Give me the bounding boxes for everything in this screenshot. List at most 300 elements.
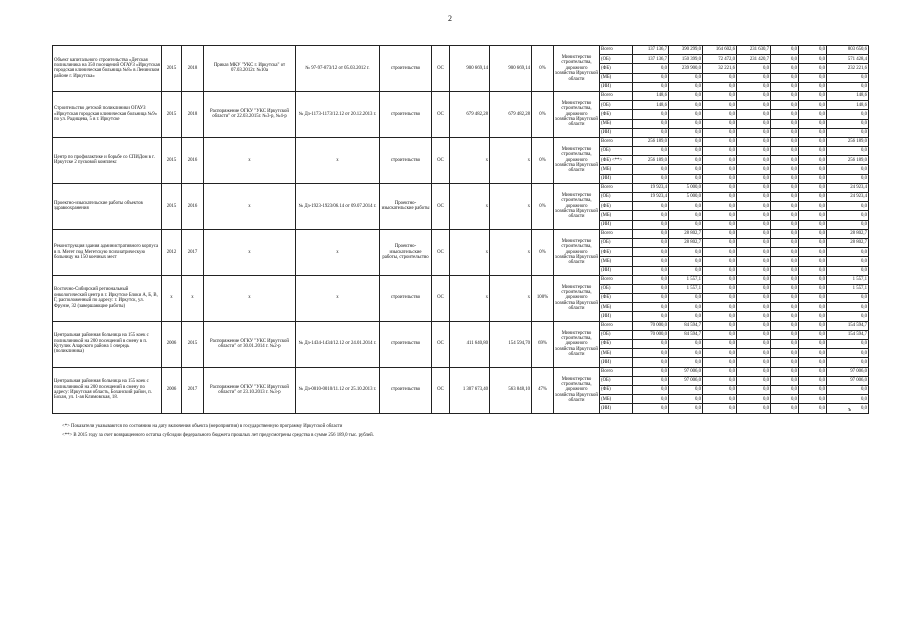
funding-value: 0,0 bbox=[703, 385, 737, 394]
ownership-form: ОС bbox=[432, 229, 450, 275]
estimated-cost: 679 482,28 bbox=[450, 91, 490, 137]
funding-value: 0,0 bbox=[669, 82, 703, 91]
funding-value: 0,0 bbox=[737, 229, 771, 238]
funding-value: 390 299,0 bbox=[669, 46, 703, 55]
funding-value: 0,0 bbox=[827, 358, 869, 367]
funding-value: 1 557,1 bbox=[827, 275, 869, 284]
funding-source: (МБ) bbox=[600, 165, 633, 174]
funding-value: 0,0 bbox=[799, 46, 827, 55]
funding-value: 0,0 bbox=[669, 294, 703, 303]
responsible-executor: Министерство строительства, дорожного хозяйства Иркутской области bbox=[554, 183, 600, 229]
funding-value: 1 557,1 bbox=[827, 284, 869, 293]
responsible-executor: Министерство строительства, дорожного хозяйства Иркутской области bbox=[554, 137, 600, 183]
object-name: Центральная районная больница на 155 коек с поликлиникой на 200 посещений в смену в п. Кутулик Аларского района 1 очередь (поликлиника) bbox=[53, 321, 162, 367]
funding-value: 0,0 bbox=[771, 321, 799, 330]
funding-value: 0,0 bbox=[827, 73, 869, 82]
funding-value: 0,0 bbox=[703, 303, 737, 312]
start-year: 2015 bbox=[162, 46, 182, 92]
funding-value: 0,0 bbox=[771, 110, 799, 119]
funding-value: 0,0 bbox=[737, 349, 771, 358]
funding-value: 0,0 bbox=[633, 202, 669, 211]
funding-source: (ФБ) bbox=[600, 294, 633, 303]
funding-value: 803 650,6 bbox=[827, 46, 869, 55]
work-type: строительство bbox=[380, 321, 432, 367]
start-year: x bbox=[162, 275, 182, 321]
funding-value: 0,0 bbox=[799, 211, 827, 220]
funding-value: 0,0 bbox=[633, 404, 669, 413]
funding-value: 0,0 bbox=[703, 340, 737, 349]
footnote-2: <**> В 2015 году за счет возвращенного остатка субсидии федерального бюджета прошлых лет предусмотрены средства в сумме 256 189,0 тыс. рублей. bbox=[62, 432, 374, 438]
funding-value: 0,0 bbox=[799, 128, 827, 137]
funding-value: 0,0 bbox=[771, 367, 799, 376]
responsible-executor: Министерство строительства, дорожного хозяйства Иркутской области bbox=[554, 46, 600, 92]
end-year: x bbox=[182, 275, 204, 321]
funding-value: 0,0 bbox=[703, 229, 737, 238]
end-year: 2017 bbox=[182, 229, 204, 275]
start-year: 2006 bbox=[162, 321, 182, 367]
funding-value: 0,0 bbox=[799, 385, 827, 394]
funding-value: 0,0 bbox=[737, 174, 771, 183]
funding-value: 28 802,7 bbox=[669, 229, 703, 238]
design-document: x bbox=[204, 229, 296, 275]
funding-value: 0,0 bbox=[633, 303, 669, 312]
funding-value: 0,0 bbox=[799, 330, 827, 339]
table-row bbox=[53, 137, 869, 146]
funding-value: 0,0 bbox=[827, 404, 869, 413]
table-row bbox=[53, 91, 869, 100]
funding-value: 0,0 bbox=[827, 174, 869, 183]
funding-value: 0,0 bbox=[799, 183, 827, 192]
funding-value: 0,0 bbox=[737, 367, 771, 376]
funding-value: 0,0 bbox=[737, 202, 771, 211]
funding-value: 154 594,7 bbox=[827, 330, 869, 339]
funding-value: 0,0 bbox=[669, 174, 703, 183]
funding-value: 0,0 bbox=[633, 211, 669, 220]
expertise-conclusion: № 97-97-873/12 от 05.03.2012 г. bbox=[296, 46, 380, 92]
table-row bbox=[53, 183, 869, 192]
funding-value: 0,0 bbox=[771, 395, 799, 404]
funding-value: 0,0 bbox=[703, 312, 737, 321]
funding-value: 0,0 bbox=[799, 367, 827, 376]
funding-value: 0,0 bbox=[703, 101, 737, 110]
funding-value: 0,0 bbox=[799, 404, 827, 413]
funding-source: Всего bbox=[600, 46, 633, 55]
funding-source: Всего bbox=[600, 321, 633, 330]
funding-value: 0,0 bbox=[737, 137, 771, 146]
funding-value: 0,0 bbox=[703, 137, 737, 146]
funding-value: 0,0 bbox=[669, 312, 703, 321]
funding-value: 0,0 bbox=[703, 183, 737, 192]
funding-value: 0,0 bbox=[737, 321, 771, 330]
funding-value: 0,0 bbox=[799, 238, 827, 247]
funding-source: (ФБ) bbox=[600, 340, 633, 349]
funding-value: 0,0 bbox=[669, 395, 703, 404]
funding-value: 0,0 bbox=[703, 91, 737, 100]
funding-value: 256 189,0 bbox=[827, 137, 869, 146]
funding-value: 0,0 bbox=[799, 64, 827, 73]
funding-value: 0,0 bbox=[827, 110, 869, 119]
funding-value: 0,0 bbox=[703, 202, 737, 211]
funding-value: 0,0 bbox=[669, 147, 703, 156]
start-year: 2012 bbox=[162, 229, 182, 275]
design-document: Распоряжение ОГКУ "УКС Иркутской области" от 22.03.2015г. №3-р, №4-р bbox=[204, 91, 296, 137]
funding-source: (ИИ) bbox=[600, 358, 633, 367]
estimated-cost: x bbox=[450, 275, 490, 321]
funding-value: 0,0 bbox=[799, 174, 827, 183]
ownership-form: ОС bbox=[432, 137, 450, 183]
funding-value: 0,0 bbox=[827, 395, 869, 404]
funding-value: 0,0 bbox=[703, 376, 737, 385]
funding-value: 0,0 bbox=[703, 275, 737, 284]
funding-value: 0,0 bbox=[799, 82, 827, 91]
funding-value: 0,0 bbox=[737, 119, 771, 128]
funding-value: 0,0 bbox=[771, 202, 799, 211]
funding-value: 1 557,1 bbox=[669, 284, 703, 293]
funding-value: 0,0 bbox=[799, 349, 827, 358]
funding-value: 0,0 bbox=[703, 220, 737, 229]
funding-value: 70 000,0 bbox=[633, 321, 669, 330]
funding-value: 0,0 bbox=[669, 340, 703, 349]
funding-value: 0,0 bbox=[799, 193, 827, 202]
funding-source: (ОБ) bbox=[600, 55, 633, 64]
funding-value: 0,0 bbox=[669, 358, 703, 367]
funding-value: 0,0 bbox=[771, 376, 799, 385]
work-type: строительство bbox=[380, 46, 432, 92]
table-row bbox=[53, 46, 869, 55]
object-name: Строительство детской поликлиники ОГАУЗ «Иркутская городская клиническая больница №9» по ул. Радищева, 5 в г. Иркутске bbox=[53, 91, 162, 137]
funding-value: 97 006,0 bbox=[827, 376, 869, 385]
work-type: строительство bbox=[380, 367, 432, 413]
funding-source: Всего bbox=[600, 91, 633, 100]
funding-value: 28 802,7 bbox=[669, 238, 703, 247]
work-type: Проектно-изыскательские работы bbox=[380, 183, 432, 229]
funding-value: 232 221,6 bbox=[827, 64, 869, 73]
funding-value: 164 602,6 bbox=[703, 46, 737, 55]
funding-value: 0,0 bbox=[827, 165, 869, 174]
table-row bbox=[53, 229, 869, 238]
work-type: строительство bbox=[380, 91, 432, 137]
funding-value: 19 923,4 bbox=[633, 193, 669, 202]
funding-value: 0,0 bbox=[827, 211, 869, 220]
end-year: 2016 bbox=[182, 183, 204, 229]
funding-value: 0,0 bbox=[737, 156, 771, 165]
funding-value: 0,0 bbox=[737, 404, 771, 413]
table-row bbox=[53, 321, 869, 330]
funding-value: 0,0 bbox=[799, 147, 827, 156]
start-year: 2015 bbox=[162, 91, 182, 137]
readiness-percent: 0% bbox=[532, 183, 554, 229]
funding-value: 0,0 bbox=[703, 73, 737, 82]
ownership-form: ОС bbox=[432, 275, 450, 321]
funding-value: 231 420,7 bbox=[737, 55, 771, 64]
responsible-executor: Министерство строительства, дорожного хозяйства Иркутской области bbox=[554, 275, 600, 321]
estimated-cost: x bbox=[450, 137, 490, 183]
funding-source: (ФБ) bbox=[600, 64, 633, 73]
end-year: 2015 bbox=[182, 321, 204, 367]
funding-value: 0,0 bbox=[669, 128, 703, 137]
funding-source: Всего bbox=[600, 137, 633, 146]
funding-value: 0,0 bbox=[633, 147, 669, 156]
funding-value: 0,0 bbox=[827, 257, 869, 266]
object-name: Восточно-Сибирский региональный онкологический центр в г. Иркутске Блоки А, Б, В, Г, расположенный по адресу: г. Иркутск, ул. Фрунзе, 32 (завершающие работы) bbox=[53, 275, 162, 321]
funding-value: 0,0 bbox=[633, 376, 669, 385]
design-document: Распоряжение ОГКУ "УКС Иркутской области" от 30.01.2014 г. №2-р bbox=[204, 321, 296, 367]
funding-source: Всего bbox=[600, 183, 633, 192]
funding-value: 0,0 bbox=[669, 91, 703, 100]
funding-value: 0,0 bbox=[771, 46, 799, 55]
expertise-conclusion: x bbox=[296, 137, 380, 183]
funding-value: 0,0 bbox=[703, 321, 737, 330]
funding-value: 0,0 bbox=[633, 128, 669, 137]
funding-value: 0,0 bbox=[737, 284, 771, 293]
funding-value: 0,0 bbox=[737, 266, 771, 275]
funding-source: (ОБ) bbox=[600, 376, 633, 385]
funding-value: 0,0 bbox=[737, 110, 771, 119]
design-document: x bbox=[204, 137, 296, 183]
funding-value: 0,0 bbox=[737, 183, 771, 192]
funding-value: 0,0 bbox=[771, 55, 799, 64]
end-year: 2017 bbox=[182, 367, 204, 413]
funding-value: 0,0 bbox=[737, 101, 771, 110]
funding-value: 0,0 bbox=[737, 238, 771, 247]
funding-value: 0,0 bbox=[737, 275, 771, 284]
responsible-executor: Министерство строительства, дорожного хозяйства Иркутской области bbox=[554, 91, 600, 137]
funding-value: 0,0 bbox=[771, 358, 799, 367]
funding-value: 256 189,0 bbox=[633, 156, 669, 165]
design-document: x bbox=[204, 183, 296, 229]
funding-value: 0,0 bbox=[771, 147, 799, 156]
funding-value: 0,0 bbox=[633, 284, 669, 293]
funding-value: 0,0 bbox=[737, 385, 771, 394]
ownership-form: ОС bbox=[432, 183, 450, 229]
funding-value: 0,0 bbox=[799, 358, 827, 367]
funding-value: 97 006,0 bbox=[669, 367, 703, 376]
funding-value: 0,0 bbox=[669, 349, 703, 358]
remaining-cost: x bbox=[490, 137, 532, 183]
funding-value: 0,0 bbox=[771, 385, 799, 394]
funding-value: 0,0 bbox=[827, 303, 869, 312]
funding-value: 32 221,6 bbox=[703, 64, 737, 73]
remaining-cost: 154 594,70 bbox=[490, 321, 532, 367]
work-type: Проектно-изыскательские работы, строительство bbox=[380, 229, 432, 275]
funding-value: 150 399,0 bbox=[669, 55, 703, 64]
work-type: строительство bbox=[380, 137, 432, 183]
funding-source: (МБ) bbox=[600, 303, 633, 312]
funding-value: 0,0 bbox=[669, 257, 703, 266]
funding-value: 0,0 bbox=[703, 248, 737, 257]
funding-source: (ОБ) bbox=[600, 147, 633, 156]
funding-value: 0,0 bbox=[799, 119, 827, 128]
funding-source: (ФБ) bbox=[600, 110, 633, 119]
estimated-cost: x bbox=[450, 229, 490, 275]
funding-value: 256 189,0 bbox=[633, 137, 669, 146]
funding-value: 0,0 bbox=[737, 64, 771, 73]
readiness-percent: 0% bbox=[532, 137, 554, 183]
funding-source: (ИИ) bbox=[600, 266, 633, 275]
funding-value: 0,0 bbox=[771, 248, 799, 257]
funding-value: 0,0 bbox=[703, 238, 737, 247]
funding-source: (ФБ) bbox=[600, 248, 633, 257]
funding-value: 5 000,0 bbox=[669, 183, 703, 192]
funding-value: 0,0 bbox=[703, 165, 737, 174]
funding-value: 0,0 bbox=[827, 248, 869, 257]
funding-value: 0,0 bbox=[827, 312, 869, 321]
margin-mark: ъ bbox=[848, 407, 852, 413]
funding-value: 0,0 bbox=[737, 248, 771, 257]
funding-source: (ФБ) bbox=[600, 202, 633, 211]
funding-value: 0,0 bbox=[669, 101, 703, 110]
funding-value: 0,0 bbox=[703, 82, 737, 91]
funding-value: 0,0 bbox=[703, 404, 737, 413]
funding-value: 19 923,4 bbox=[633, 183, 669, 192]
funding-value: 0,0 bbox=[771, 349, 799, 358]
funding-source: (МБ) bbox=[600, 211, 633, 220]
funding-value: 0,0 bbox=[703, 257, 737, 266]
funding-value: 0,0 bbox=[669, 156, 703, 165]
funding-value: 0,0 bbox=[633, 340, 669, 349]
funding-value: 0,0 bbox=[737, 220, 771, 229]
estimated-cost: x bbox=[450, 183, 490, 229]
funding-value: 0,0 bbox=[669, 137, 703, 146]
funding-value: 0,0 bbox=[799, 312, 827, 321]
funding-value: 0,0 bbox=[669, 248, 703, 257]
funding-value: 0,0 bbox=[827, 385, 869, 394]
remaining-cost: 900 669,14 bbox=[490, 46, 532, 92]
funding-value: 0,0 bbox=[633, 395, 669, 404]
funding-value: 0,0 bbox=[669, 211, 703, 220]
funding-source: (МБ) bbox=[600, 119, 633, 128]
funding-value: 0,0 bbox=[633, 165, 669, 174]
funding-value: 0,0 bbox=[669, 385, 703, 394]
work-type: строительство bbox=[380, 275, 432, 321]
funding-value: 0,0 bbox=[771, 156, 799, 165]
funding-value: 0,0 bbox=[799, 275, 827, 284]
funding-value: 0,0 bbox=[737, 395, 771, 404]
object-name: Реконструкция здания административного корпуса в п. Мегет под Мегетскую психиатрическую больницу на 150 коечных мест bbox=[53, 229, 162, 275]
funding-value: 0,0 bbox=[771, 220, 799, 229]
funding-value: 0,0 bbox=[799, 303, 827, 312]
funding-value: 148,6 bbox=[827, 91, 869, 100]
funding-value: 0,0 bbox=[827, 294, 869, 303]
capital-construction-table bbox=[52, 45, 869, 414]
funding-value: 148,6 bbox=[827, 101, 869, 110]
object-name: Центр по профилактике и борьбе со СПИДом в г. Иркутске 2 пусковой комплекс bbox=[53, 137, 162, 183]
expertise-conclusion: x bbox=[296, 275, 380, 321]
funding-value: 0,0 bbox=[799, 73, 827, 82]
start-year: 2006 bbox=[162, 367, 182, 413]
funding-value: 0,0 bbox=[771, 340, 799, 349]
funding-value: 0,0 bbox=[771, 303, 799, 312]
funding-value: 0,0 bbox=[737, 73, 771, 82]
funding-value: 0,0 bbox=[703, 367, 737, 376]
funding-value: 0,0 bbox=[703, 119, 737, 128]
funding-value: 0,0 bbox=[827, 82, 869, 91]
funding-value: 0,0 bbox=[771, 101, 799, 110]
funding-value: 0,0 bbox=[633, 64, 669, 73]
remaining-cost: x bbox=[490, 229, 532, 275]
funding-value: 0,0 bbox=[737, 147, 771, 156]
funding-source: (ОБ) bbox=[600, 284, 633, 293]
funding-value: 0,0 bbox=[771, 229, 799, 238]
funding-value: 0,0 bbox=[737, 91, 771, 100]
funding-value: 0,0 bbox=[799, 101, 827, 110]
funding-value: 0,0 bbox=[703, 110, 737, 119]
funding-value: 0,0 bbox=[633, 119, 669, 128]
funding-value: 0,0 bbox=[633, 312, 669, 321]
funding-value: 0,0 bbox=[633, 294, 669, 303]
expertise-conclusion: № Дз-0010-0010/11.12 от 25.10.2013 г. bbox=[296, 367, 380, 413]
footnote-1: <*> Показатели указываются по состоянию на дату включения объекта (мероприятия) в государственную программу Иркутской области bbox=[62, 424, 343, 429]
funding-value: 0,0 bbox=[737, 340, 771, 349]
remaining-cost: 679 482,28 bbox=[490, 91, 532, 137]
funding-value: 0,0 bbox=[827, 147, 869, 156]
object-name: Проектно-изыскательские работы объектов здравоохранения bbox=[53, 183, 162, 229]
funding-value: 0,0 bbox=[703, 395, 737, 404]
start-year: 2015 bbox=[162, 137, 182, 183]
funding-value: 0,0 bbox=[703, 294, 737, 303]
funding-value: 0,0 bbox=[737, 211, 771, 220]
funding-value: 0,0 bbox=[771, 238, 799, 247]
funding-value: 0,0 bbox=[771, 266, 799, 275]
funding-value: 0,0 bbox=[799, 156, 827, 165]
funding-value: 0,0 bbox=[771, 404, 799, 413]
funding-source: (МБ) bbox=[600, 395, 633, 404]
funding-source: (ОБ) bbox=[600, 101, 633, 110]
remaining-cost: 563 848,10 bbox=[490, 367, 532, 413]
funding-value: 84 594,7 bbox=[669, 321, 703, 330]
funding-source: (ИИ) bbox=[600, 404, 633, 413]
funding-value: 0,0 bbox=[827, 266, 869, 275]
design-document: Распоряжение ОГКУ "УКС Иркутской области" от 23.10.2013 г. №3-р bbox=[204, 367, 296, 413]
funding-value: 154 594,7 bbox=[827, 321, 869, 330]
funding-value: 0,0 bbox=[799, 248, 827, 257]
funding-value: 0,0 bbox=[737, 165, 771, 174]
funding-value: 0,0 bbox=[703, 211, 737, 220]
ownership-form: ОС bbox=[432, 367, 450, 413]
funding-value: 0,0 bbox=[737, 358, 771, 367]
object-name: Центральная районная больница на 155 коек с поликлиникой на 200 посещений в смену по адресу: Иркутская область, Боханский район, п. Бохан, ул. 1-ая Климовская, 18. bbox=[53, 367, 162, 413]
funding-source: (ИИ) bbox=[600, 128, 633, 137]
remaining-cost: x bbox=[490, 275, 532, 321]
funding-value: 0,0 bbox=[827, 119, 869, 128]
funding-source: (ОБ) bbox=[600, 193, 633, 202]
funding-value: 0,0 bbox=[771, 193, 799, 202]
ownership-form: ОС bbox=[432, 91, 450, 137]
expertise-conclusion: x bbox=[296, 229, 380, 275]
funding-source: (ИИ) bbox=[600, 220, 633, 229]
funding-value: 0,0 bbox=[633, 385, 669, 394]
table-body bbox=[53, 46, 869, 414]
responsible-executor: Министерство строительства, дорожного хозяйства Иркутской области bbox=[554, 229, 600, 275]
funding-value: 0,0 bbox=[633, 110, 669, 119]
funding-value: 0,0 bbox=[633, 349, 669, 358]
funding-value: 0,0 bbox=[669, 220, 703, 229]
funding-value: 0,0 bbox=[799, 220, 827, 229]
funding-value: 0,0 bbox=[633, 367, 669, 376]
funding-value: 72 472,0 bbox=[703, 55, 737, 64]
funding-value: 571 428,4 bbox=[827, 55, 869, 64]
funding-value: 0,0 bbox=[703, 330, 737, 339]
footnotes bbox=[62, 424, 762, 442]
funding-value: 0,0 bbox=[703, 349, 737, 358]
funding-value: 0,0 bbox=[703, 358, 737, 367]
responsible-executor: Министерство строительства, дорожного хозяйства Иркутской области bbox=[554, 321, 600, 367]
responsible-executor: Министерство строительства, дорожного хозяйства Иркутской области bbox=[554, 367, 600, 413]
ownership-form: ОС bbox=[432, 46, 450, 92]
funding-value: 0,0 bbox=[771, 211, 799, 220]
funding-value: 0,0 bbox=[633, 266, 669, 275]
funding-value: 0,0 bbox=[633, 257, 669, 266]
